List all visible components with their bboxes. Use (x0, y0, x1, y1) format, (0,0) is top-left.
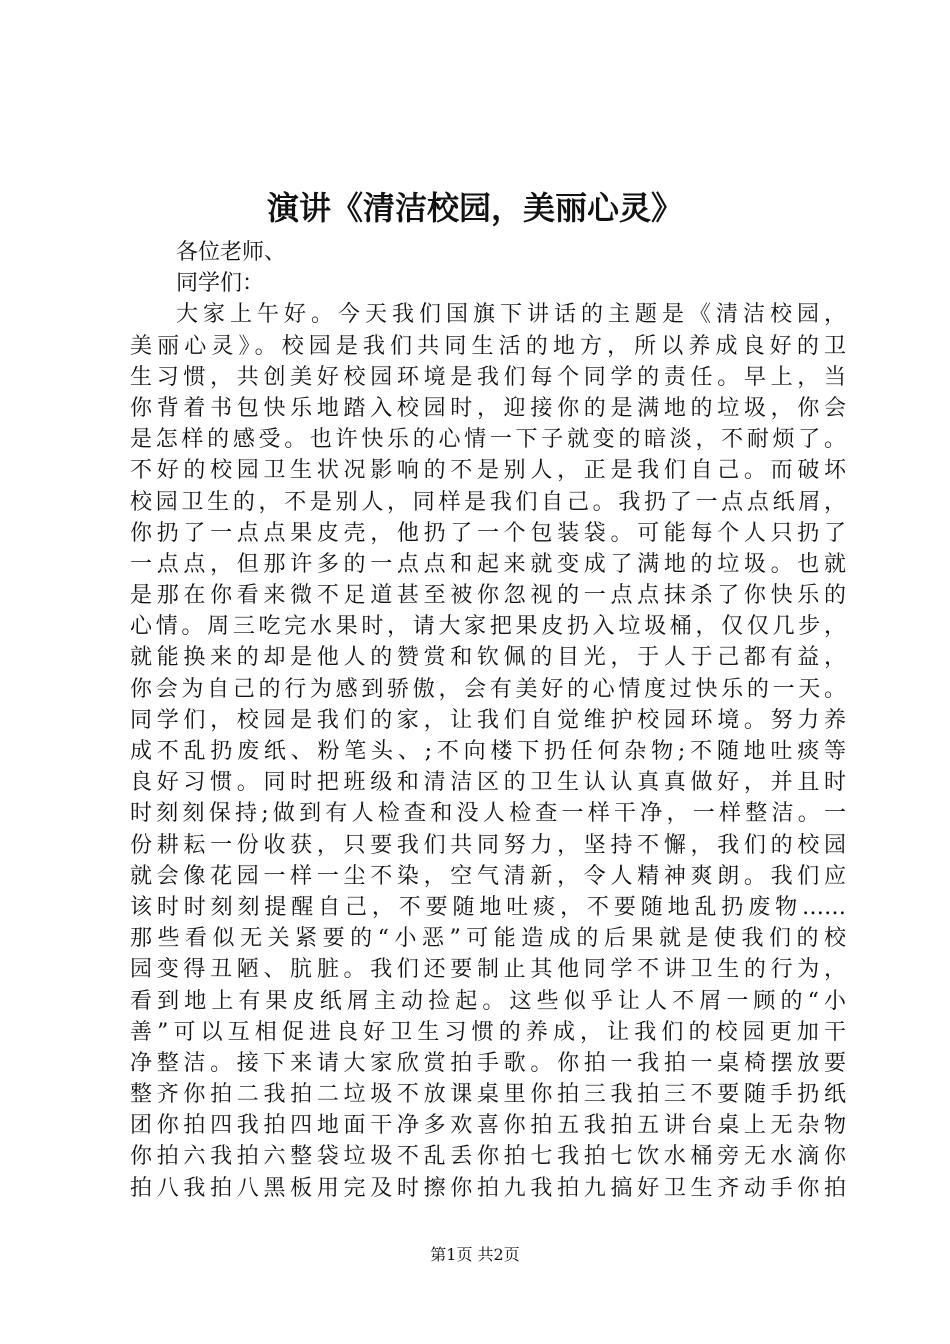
text-line: 同学们： (176, 271, 265, 297)
text-line: 大家上午好。今天我们国旗下讲话的主题是《清洁校园， (176, 302, 846, 328)
text-line: 你会为自己的行为感到骄傲，会有美好的心情度过快乐的一天。 (130, 676, 846, 702)
text-line: 净整洁。接下来请大家欣赏拍手歌。你拍一我拍一桌椅摆放要 (130, 1050, 846, 1076)
text-line: 各位老师、 (176, 240, 287, 265)
text-line: 是那在你看来微不足道甚至被你忽视的一点点抹杀了你快乐的 (130, 583, 846, 609)
text-line: 看到地上有果皮纸屑主动捡起。这些似乎让人不屑一顾的“小 (130, 988, 846, 1014)
text-line: 善”可以互相促进良好卫生习惯的养成，让我们的校园更加干 (130, 1019, 846, 1045)
text-line: 团你拍四我拍四地面干净多欢喜你拍五我拍五讲台桌上无杂物 (130, 1113, 846, 1139)
document-body (130, 237, 846, 1204)
text-line: 一点点，但那许多的一点点和起来就变成了满地的垃圾。也就 (130, 551, 846, 577)
text-line: 不好的校园卫生状况影响的不是别人，正是我们自己。而破坏 (130, 458, 846, 484)
text-line: 成不乱扔废纸、粉笔头、;不向楼下扔任何杂物;不随地吐痰等 (130, 739, 846, 764)
text-line: 你拍六我拍六整袋垃圾不乱丢你拍七我拍七饮水桶旁无水滴你 (130, 1144, 846, 1170)
text-line: 你背着书包快乐地踏入校园时，迎接你的是满地的垃圾，你会 (130, 395, 846, 421)
text-line: 就能换来的却是他人的赞赏和钦佩的目光，于人于己都有益， (130, 645, 846, 671)
text-line: 那些看似无关紧要的“小恶”可能造成的后果就是使我们的校 (130, 926, 846, 952)
text-line: 生习惯，共创美好校园环境是我们每个同学的责任。早上，当 (130, 364, 846, 390)
page-number-footer: 第1页 共2页 (430, 1245, 520, 1264)
text-line: 校园卫生的，不是别人，同样是我们自己。我扔了一点点纸屑， (130, 489, 846, 515)
text-line: 时刻刻保持;做到有人检查和没人检查一样干净，一样整洁。一 (130, 801, 846, 827)
text-line: 美丽心灵》。校园是我们共同生活的地方，所以养成良好的卫 (130, 333, 846, 359)
text-line: 同学们，校园是我们的家，让我们自觉维护校园环境。努力养 (130, 707, 846, 733)
text-line: 拍八我拍八黑板用完及时擦你拍九我拍九搞好卫生齐动手你拍 (130, 1175, 846, 1201)
text-line: 份耕耘一份收获，只要我们共同努力，坚持不懈，我们的校园 (130, 832, 846, 858)
document-title: 演讲《清洁校园，美丽心灵》 (266, 189, 683, 227)
text-line: 整齐你拍二我拍二垃圾不放课桌里你拍三我拍三不要随手扔纸 (130, 1082, 846, 1108)
text-line: 良好习惯。同时把班级和清洁区的卫生认认真真做好，并且时 (130, 770, 846, 796)
text-line: 该时时刻刻提醒自己，不要随地吐痰，不要随地乱扔废物…… (130, 894, 846, 920)
text-line: 园变得丑陋、肮脏。我们还要制止其他同学不讲卫生的行为， (130, 957, 846, 983)
text-line: 就会像花园一样一尘不染，空气清新，令人精神爽朗。我们应 (130, 863, 846, 889)
text-line: 你扔了一点点果皮壳，他扔了一个包装袋。可能每个人只扔了 (130, 520, 846, 546)
text-line: 是怎样的感受。也许快乐的心情一下子就变的暗淡，不耐烦了。 (130, 427, 846, 453)
text-line: 心情。周三吃完水果时，请大家把果皮扔入垃圾桶，仅仅几步， (130, 614, 846, 640)
